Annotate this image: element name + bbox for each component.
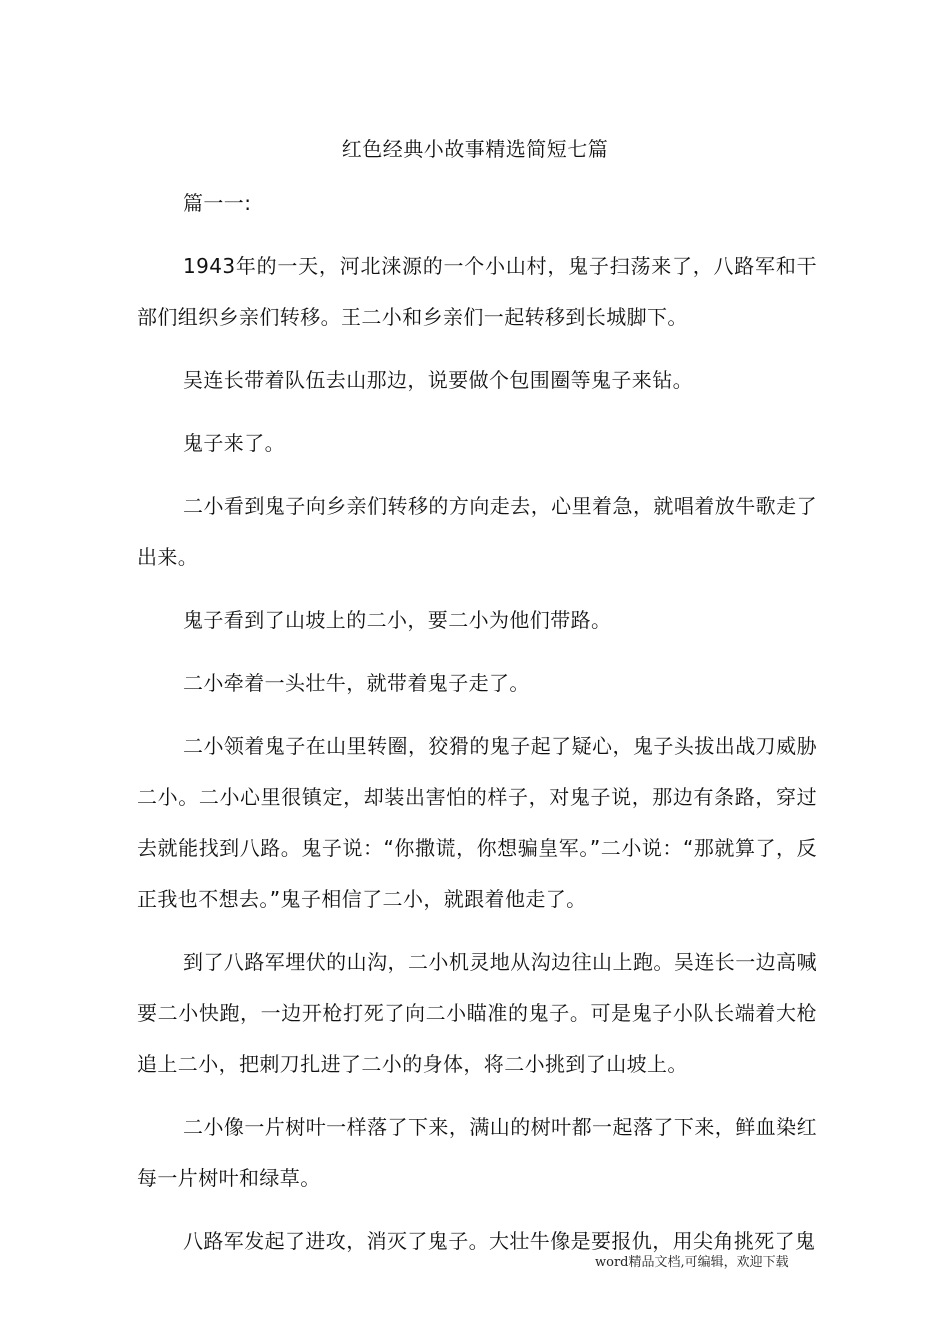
paragraph: 鬼子看到了山坡上的二小，要二小为他们带路。: [183, 608, 612, 632]
section-heading: 篇一一:: [183, 191, 252, 215]
paragraph: 鬼子来了。: [183, 431, 285, 455]
paragraph: 二小像一片树叶一样落了下来，满山的树叶都一起落了下来，鲜血染红每一片树叶和绿草。: [137, 1115, 817, 1190]
paragraph: 二小领着鬼子在山里转圈，狡猾的鬼子起了疑心，鬼子头拔出战刀威胁二小。二小心里很镇定，却装出害怕的样子，对鬼子说，那边有条路，穿过去就能找到八路。鬼子说：“你撒谎，你想骗皇军。”二小说：“那就算了，反正我也不想去。”鬼子相信了二小，就跟着他走了。: [137, 734, 817, 911]
paragraph: 吴连长带着队伍去山那边，说要做个包围圈等鬼子来钻。: [183, 368, 693, 392]
paragraph: 二小牵着一头壮牛，就带着鬼子走了。: [183, 671, 530, 695]
paragraph: 1943年的一天，河北涞源的一个小山村，鬼子扫荡来了，八路军和干部们组织乡亲们转移。王二小和乡亲们一起转移到长城脚下。: [137, 254, 817, 329]
footer-note: word精品文档,可编辑，欢迎下载: [595, 1255, 789, 1270]
paragraph: 八路军发起了进攻，消灭了鬼子。大壮牛像是要报仇，用尖角挑死了鬼: [183, 1229, 816, 1253]
paragraph: 二小看到鬼子向乡亲们转移的方向走去，心里着急，就唱着放牛歌走了出来。: [137, 494, 817, 569]
paragraph: 到了八路军埋伏的山沟，二小机灵地从沟边往山上跑。吴连长一边高喊要二小快跑，一边开枪打死了向二小瞄准的鬼子。可是鬼子小队长端着大枪追上二小，把刺刀扎进了二小的身体，将二小挑到了山坡上。: [137, 950, 817, 1076]
document-title: 红色经典小故事精选简短七篇: [341, 137, 609, 161]
document-body: [137, 178, 817, 1279]
